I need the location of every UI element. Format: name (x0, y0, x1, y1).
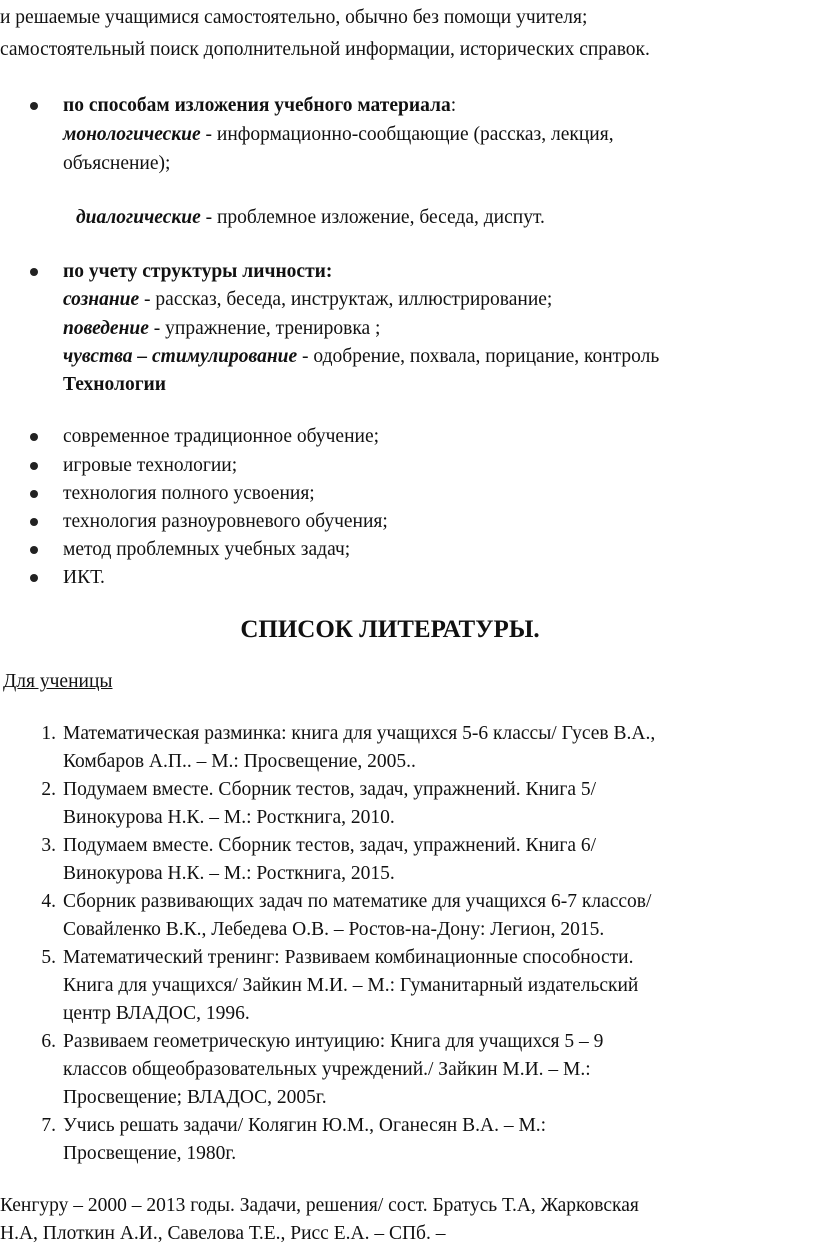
bullet-icon (30, 433, 38, 441)
footer-line-1: Кенгуру – 2000 – 2013 годы. Задачи, решения/ сост. Братусь Т.А, Жарковская (0, 1195, 639, 1216)
section-method-item-1-cont: объяснение); (63, 153, 171, 174)
ref-line: Совайленко В.К., Лебедева О.В. – Ростов-на-Дону: Легион, 2015. (63, 919, 605, 940)
section-method-item-1: монологические - информационно-сообщающие (рассказ, лекция, (63, 124, 614, 145)
section-personality-title: по учету структуры личности: (63, 261, 333, 282)
ref-line: центр ВЛАДОС, 1996. (63, 1003, 250, 1024)
ref-number: 6. (41, 1031, 56, 1052)
tech-item: технология разноуровневого обучения; (63, 511, 388, 532)
bullet-icon (30, 102, 38, 110)
ref-line: Просвещение, 1980г. (63, 1143, 237, 1164)
ref-line: Винокурова Н.К. – М.: Росткнига, 2015. (63, 863, 395, 884)
bullet-icon (30, 268, 38, 276)
ref-line: Книга для учащихся/ Зайкин М.И. – М.: Гуманитарный издательский (63, 975, 639, 996)
ref-line: Математическая разминка: книга для учащихся 5-6 классы/ Гусев В.А., (63, 723, 656, 744)
section-method-item-2: диалогические - проблемное изложение, беседа, диспут. (76, 207, 545, 228)
ref-line: Математический тренинг: Развиваем комбинационные способности. (63, 947, 634, 968)
ref-number: 2. (41, 779, 56, 800)
ref-number: 7. (41, 1115, 56, 1136)
ref-line: Комбаров А.П.. – М.: Просвещение, 2005.. (63, 751, 416, 772)
bibliography-subheading: Для ученицы (3, 671, 113, 692)
bibliography-heading: СПИСОК ЛИТЕРАТУРЫ. (240, 616, 540, 643)
ref-line: Учись решать задачи/ Колягин Ю.М., Оганесян В.А. – М.: (63, 1115, 547, 1136)
tech-item: ИКТ. (63, 567, 105, 588)
section-personality-item-2: поведение - упражнение, тренировка ; (63, 318, 381, 339)
tech-item: игровые технологии; (63, 455, 238, 476)
ref-line: Просвещение; ВЛАДОС, 2005г. (63, 1087, 327, 1108)
ref-line: Сборник развивающих задач по математике для учащихся 6-7 классов/ (63, 891, 652, 912)
section-personality-item-3: чувства – стимулирование - одобрение, похвала, порицание, контроль (63, 346, 660, 367)
tech-item: метод проблемных учебных задач; (63, 539, 351, 560)
technologies-label: Технологии (63, 374, 167, 395)
tech-item: современное традиционное обучение; (63, 426, 380, 447)
ref-number: 1. (41, 723, 56, 744)
intro-line-1: и решаемые учащимися самостоятельно, обычно без помощи учителя; (0, 7, 588, 28)
bullet-icon (30, 490, 38, 498)
tech-item: технология полного усвоения; (63, 483, 315, 504)
ref-line: Подумаем вместе. Сборник тестов, задач, упражнений. Книга 6/ (63, 835, 597, 856)
intro-line-2: самостоятельный поиск дополнительной информации, исторических справок. (0, 39, 650, 60)
footer-line-2: Н.А, Плоткин А.И., Савелова Т.Е., Рисс Е.А. – СПб. – (0, 1223, 446, 1244)
ref-number: 3. (41, 835, 56, 856)
ref-line: Развиваем геометрическую интуицию: Книга для учащихся 5 – 9 (63, 1031, 604, 1052)
ref-line: Подумаем вместе. Сборник тестов, задач, упражнений. Книга 5/ (63, 779, 597, 800)
ref-line: Винокурова Н.К. – М.: Росткнига, 2010. (63, 807, 395, 828)
section-personality-item-1: сознание - рассказ, беседа, инструктаж, иллюстрирование; (63, 289, 553, 310)
bullet-icon (30, 574, 38, 582)
ref-number: 4. (41, 891, 56, 912)
bullet-icon (30, 518, 38, 526)
section-method-title: по способам изложения учебного материала: (63, 95, 457, 116)
bullet-icon (30, 546, 38, 554)
ref-number: 5. (41, 947, 56, 968)
bullet-icon (30, 462, 38, 470)
ref-line: классов общеобразовательных учреждений./ Зайкин М.И. – М.: (63, 1059, 591, 1080)
